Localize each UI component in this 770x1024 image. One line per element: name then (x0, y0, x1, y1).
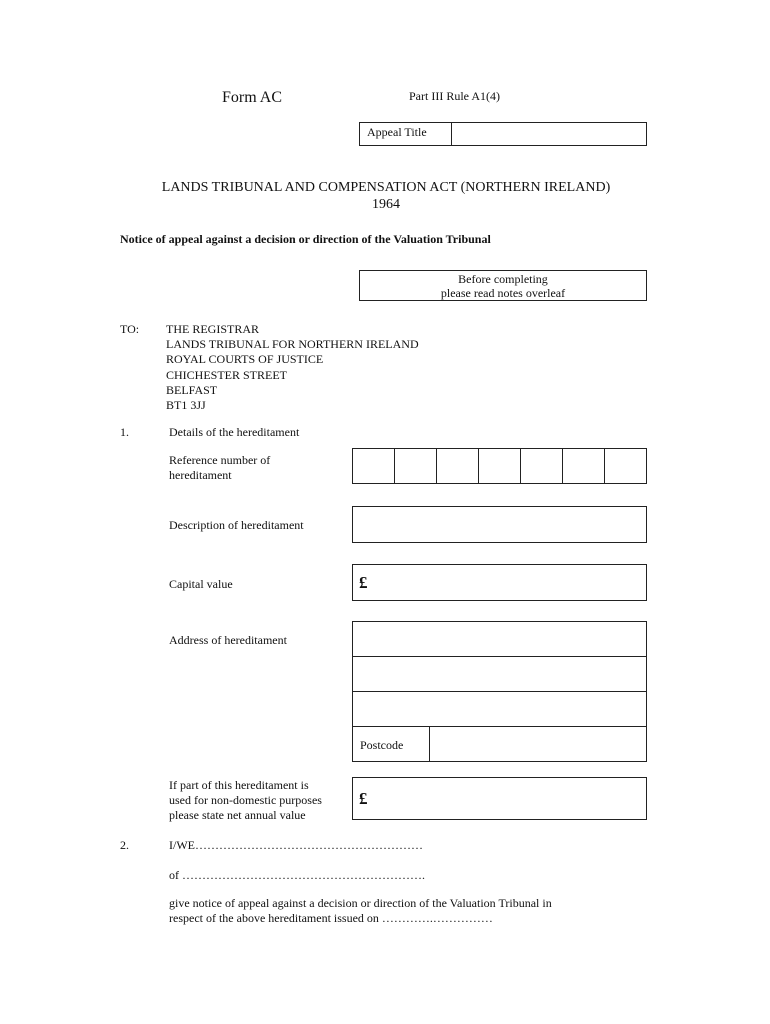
capital-value-label: Capital value (169, 577, 233, 591)
non-domestic-label-line3: please state net annual value (169, 808, 306, 822)
appeal-title-input[interactable] (451, 122, 647, 146)
postcode-label: Postcode (360, 738, 404, 752)
reference-digit-box[interactable] (520, 448, 563, 484)
description-input[interactable] (352, 506, 647, 543)
capital-value-input[interactable] (352, 564, 647, 601)
address-input-line2[interactable] (352, 656, 647, 692)
appeal-title-box (359, 122, 647, 146)
address-line: ROYAL COURTS OF JUSTICE (166, 352, 324, 367)
registrar-address (166, 322, 419, 413)
before-completing-box (359, 270, 647, 301)
reference-number-boxes (352, 448, 647, 484)
section1-heading: Details of the hereditament (169, 425, 300, 439)
notice-heading: Notice of appeal against a decision or direction of the Valuation Tribunal (120, 232, 491, 246)
reference-number-label-line1: Reference number of (169, 453, 271, 467)
reference-digit-box[interactable] (394, 448, 437, 484)
address-label: Address of hereditament (169, 633, 287, 647)
address-line: THE REGISTRAR (166, 322, 259, 336)
appeal-title-label: Appeal Title (367, 125, 427, 139)
reference-digit-box[interactable] (352, 448, 395, 484)
net-annual-value-input[interactable] (352, 777, 647, 820)
give-notice-line1: give notice of appeal against a decision or direction of the Valuation Tribunal in (169, 896, 552, 910)
non-domestic-label-line2: used for non-domestic purposes (169, 793, 322, 807)
before-completing-line1: Before completing (458, 272, 548, 286)
act-title-line1: LANDS TRIBUNAL AND COMPENSATION ACT (NORTHERN IRELAND) (161, 180, 611, 195)
description-label: Description of hereditament (169, 518, 304, 532)
section1-number: 1. (120, 425, 129, 439)
reference-digit-box[interactable] (604, 448, 647, 484)
non-domestic-label (169, 778, 322, 823)
rule-reference: Part III Rule A1(4) (409, 89, 500, 103)
reference-number-label-line2: hereditament (169, 468, 232, 482)
iwe-line[interactable]: I/WE………………………………………………… (169, 838, 423, 852)
act-title-line2: 1964 (372, 197, 400, 212)
reference-digit-box[interactable] (436, 448, 479, 484)
form-title: Form AC (222, 89, 283, 106)
pound-symbol: £ (359, 789, 368, 808)
reference-digit-box[interactable] (478, 448, 521, 484)
of-line[interactable]: of ……………………………………………………. (169, 868, 425, 882)
address-line: LANDS TRIBUNAL FOR NORTHERN IRELAND (166, 337, 419, 352)
postcode-row (352, 726, 647, 762)
address-input-line3[interactable] (352, 691, 647, 727)
before-completing-line2: please read notes overleaf (440, 286, 566, 300)
act-title (0, 179, 770, 213)
address-input-line1[interactable] (352, 621, 647, 657)
address-line: BT1 3JJ (166, 398, 206, 413)
address-line: CHICHESTER STREET (166, 367, 288, 382)
give-notice-text (169, 896, 552, 926)
reference-number-label (169, 453, 270, 483)
give-notice-line2[interactable]: respect of the above hereditament issued on ………….…………… (169, 911, 493, 925)
pound-symbol: £ (359, 573, 368, 592)
reference-digit-box[interactable] (562, 448, 605, 484)
non-domestic-label-line1: If part of this hereditament is (169, 778, 309, 792)
postcode-input[interactable] (429, 726, 647, 762)
address-line: BELFAST (166, 382, 218, 397)
section2-number: 2. (120, 838, 129, 852)
to-label: TO: (120, 322, 140, 336)
